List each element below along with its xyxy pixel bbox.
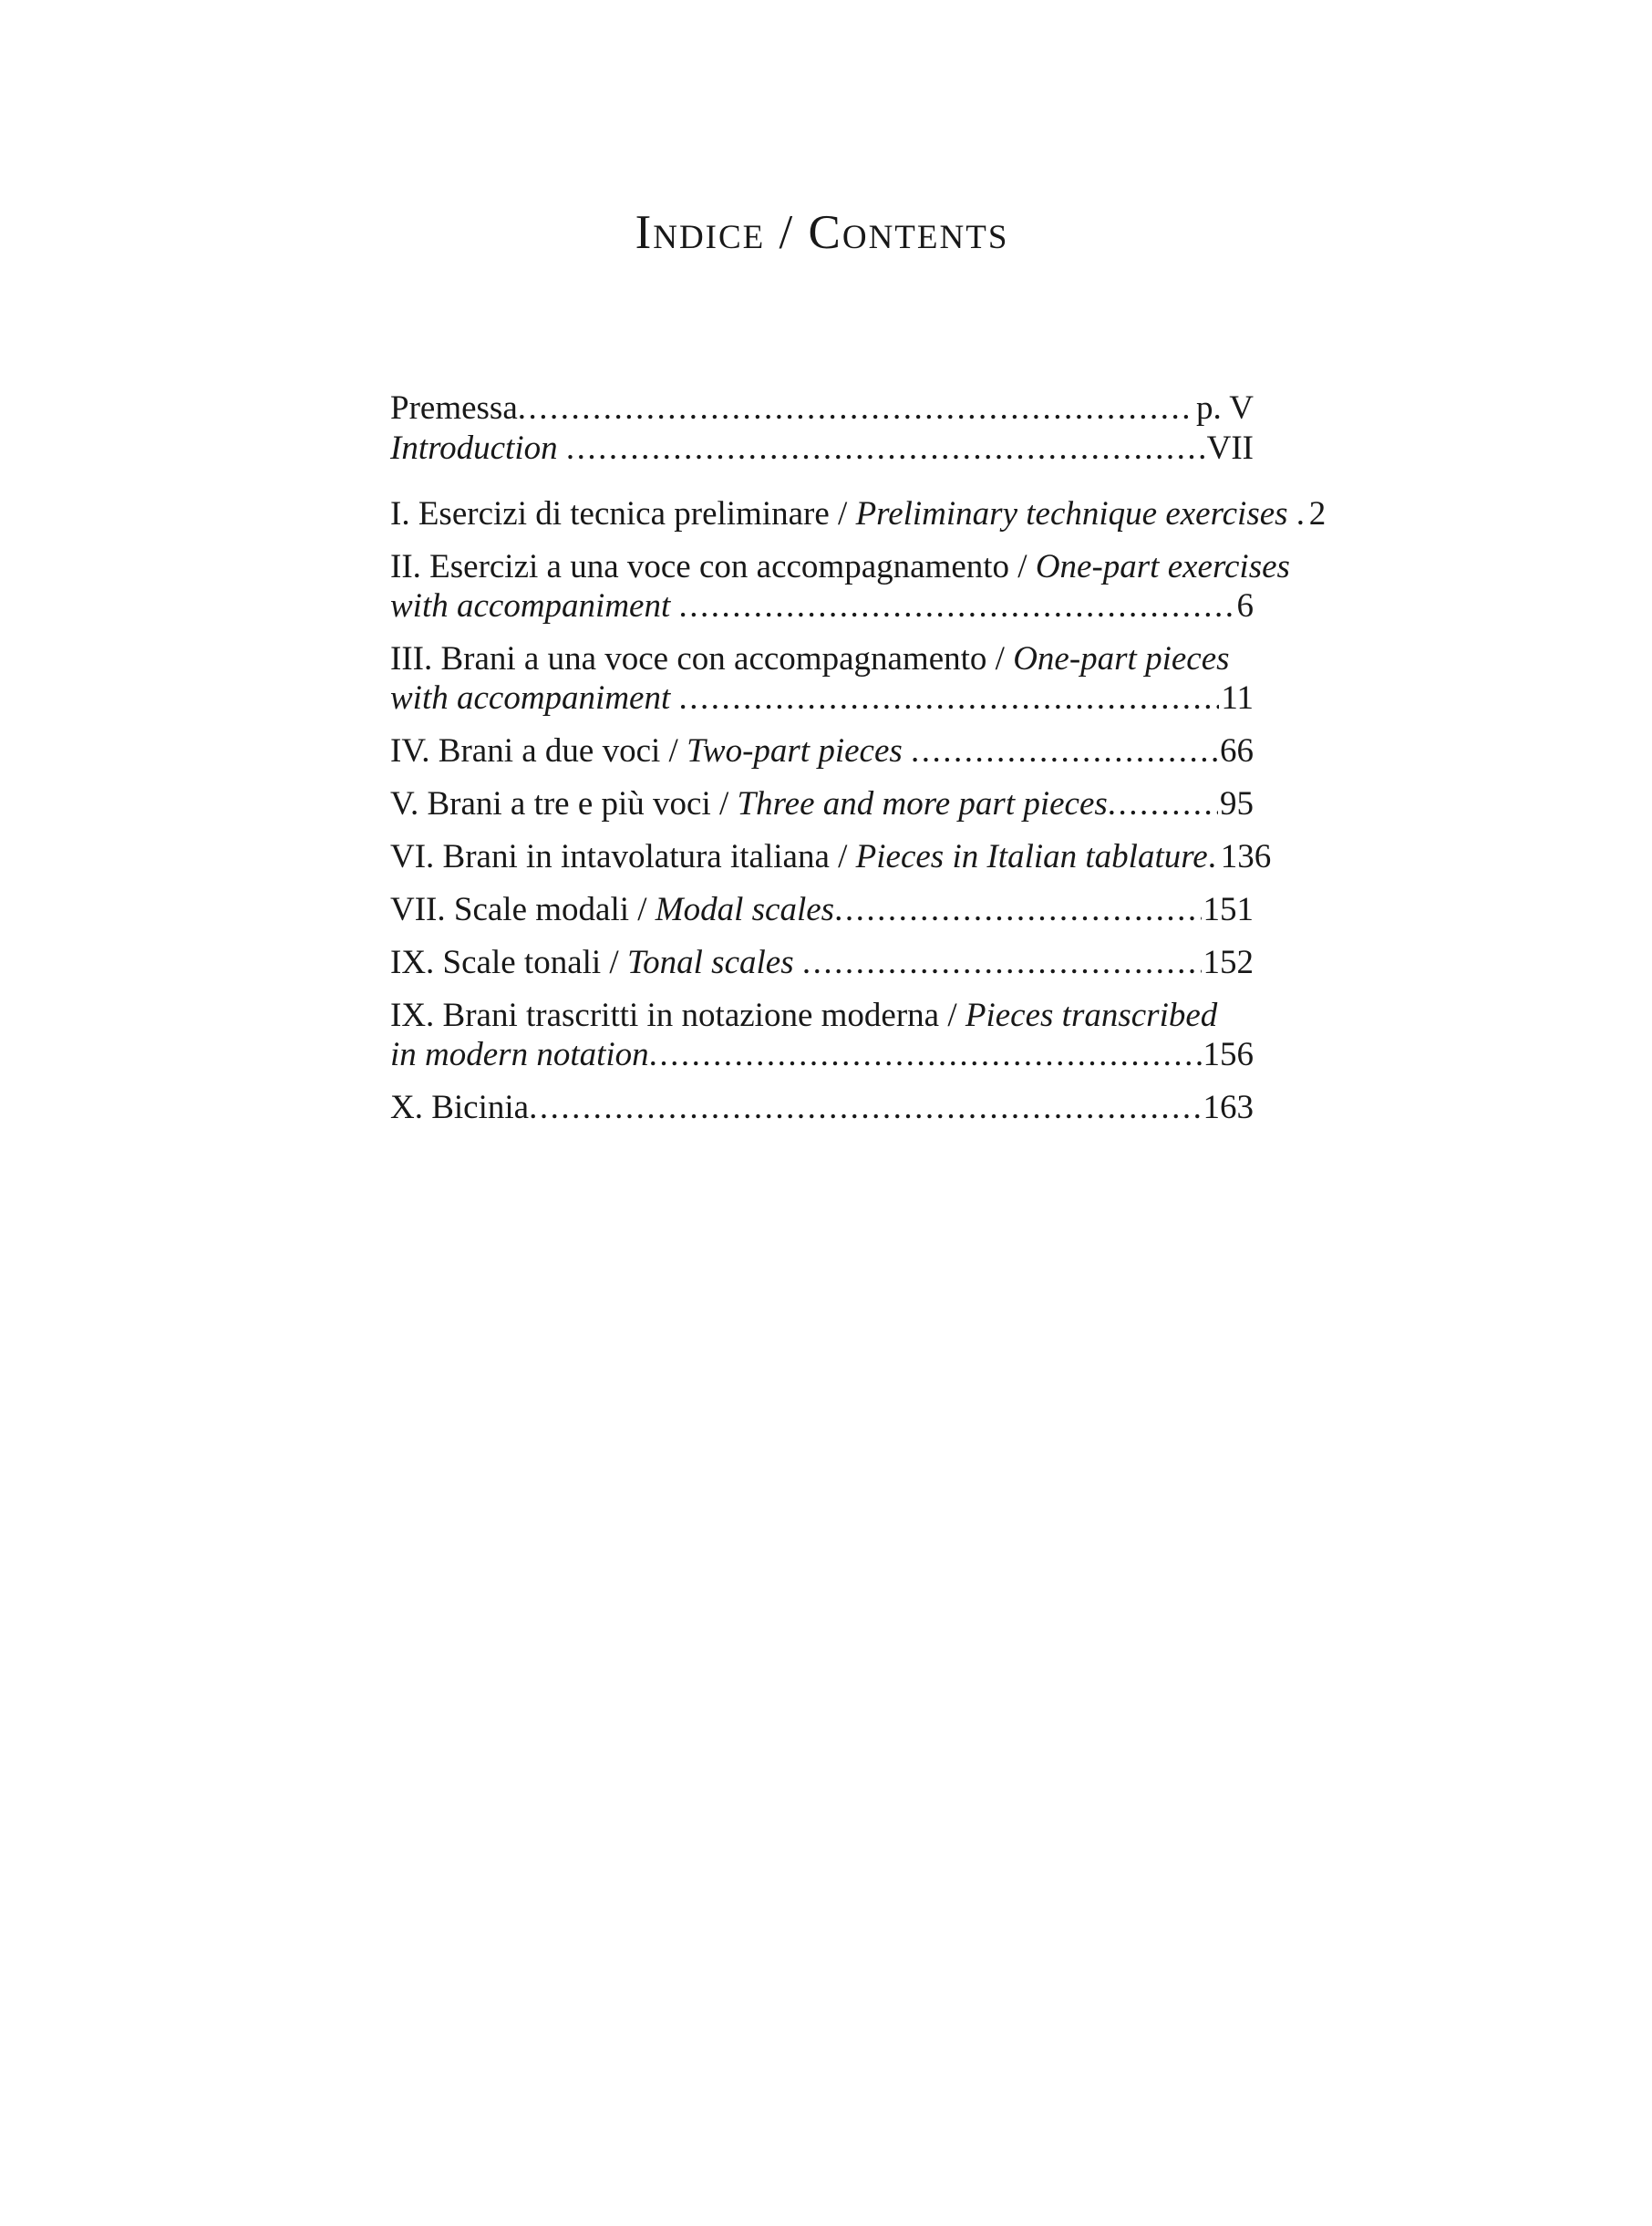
toc-text-english: in modern notation — [390, 1036, 649, 1073]
toc-entry-text — [390, 837, 1208, 876]
toc-text-italian: VII. Scale modali / — [390, 891, 656, 928]
dot-leader — [802, 943, 1202, 982]
page-number: 156 — [1203, 1036, 1254, 1073]
toc-text-english: with accompaniment — [390, 679, 679, 717]
dot-leader — [518, 388, 1194, 428]
toc-line — [390, 547, 1290, 586]
toc-entry — [390, 890, 1254, 929]
dot-leader — [529, 1088, 1201, 1127]
page-number: 136 — [1220, 838, 1272, 875]
toc-entry-text — [390, 678, 679, 718]
toc-entry — [390, 996, 1254, 1074]
toc-text-english: Introduction — [390, 430, 566, 467]
toc-text-italian: IV. Brani a due voci / — [390, 732, 687, 770]
toc-text-english: Three and more part pieces — [737, 785, 1108, 823]
page-number: 11 — [1221, 679, 1254, 717]
toc-entry — [390, 494, 1327, 533]
toc-entry-text — [390, 494, 1296, 533]
toc-line — [390, 890, 1254, 929]
toc-entry — [390, 547, 1290, 626]
toc-text-italian: Premessa — [390, 389, 518, 427]
toc-entry-text — [390, 943, 802, 982]
toc-text-italian: IX. Scale tonali / — [390, 944, 627, 981]
dot-leader — [679, 586, 1235, 626]
toc-entry — [390, 1088, 1254, 1127]
toc-line — [390, 837, 1272, 876]
toc-text-english: Preliminary technique exercises — [855, 495, 1296, 533]
page-number: 151 — [1203, 891, 1254, 928]
toc-entry — [390, 639, 1254, 718]
toc-line — [390, 1035, 1254, 1074]
toc-line — [390, 1088, 1254, 1127]
toc-list — [390, 388, 1327, 1141]
toc-entry-text — [390, 388, 518, 428]
dot-leader — [834, 890, 1201, 929]
toc-entry — [390, 429, 1254, 468]
toc-line — [390, 678, 1254, 718]
toc-text-italian: II. Esercizi a una voce con accompagnamento / — [390, 548, 1036, 585]
toc-text-english: Pieces in Italian tablature — [855, 838, 1208, 875]
toc-text-italian: VI. Brani in intavolatura italiana / — [390, 838, 856, 875]
page-number: 2 — [1308, 495, 1327, 533]
toc-entry — [390, 837, 1272, 876]
dot-leader — [1208, 837, 1219, 876]
toc-entry-text — [390, 429, 566, 468]
toc-text-italian: IX. Brani trascritti in notazione moderna / — [390, 997, 965, 1034]
toc-text-english: Tonal scales — [626, 944, 802, 981]
toc-entry-text — [390, 547, 1290, 586]
page-number: 6 — [1236, 587, 1254, 625]
dot-leader — [911, 731, 1218, 771]
toc-text-italian: III. Brani a una voce con accompagnamento / — [390, 640, 1014, 678]
toc-line — [390, 731, 1254, 771]
toc-line — [390, 494, 1327, 533]
page-number: 152 — [1203, 944, 1254, 981]
toc-text-english: Modal scales — [655, 891, 835, 928]
dot-leader — [649, 1035, 1202, 1074]
toc-entry — [390, 731, 1254, 771]
toc-text-english: One-part exercises — [1035, 548, 1290, 585]
dot-leader — [1108, 784, 1218, 823]
toc-entry — [390, 388, 1254, 428]
toc-entry-text — [390, 639, 1230, 678]
toc-text-italian: X. Bicinia — [390, 1089, 530, 1126]
toc-text-italian: I. Esercizi di tecnica preliminare / — [390, 495, 856, 533]
dot-leader — [566, 429, 1205, 468]
page-title: Indice / Contents — [635, 206, 1009, 259]
page-number: 66 — [1220, 732, 1254, 770]
toc-entry-text — [390, 996, 1217, 1035]
toc-line — [390, 784, 1254, 823]
toc-entry-text — [390, 586, 679, 626]
toc-entry — [390, 784, 1254, 823]
page-number: p. V — [1195, 389, 1254, 427]
page-number: VII — [1206, 430, 1254, 467]
toc-line — [390, 639, 1254, 678]
toc-entry-text — [390, 1088, 529, 1127]
toc-entry — [390, 943, 1254, 982]
toc-text-english: Two-part pieces — [687, 732, 912, 770]
toc-entry-text — [390, 731, 911, 771]
toc-entry-text — [390, 1035, 649, 1074]
dot-leader — [679, 678, 1220, 718]
dot-leader — [1296, 494, 1307, 533]
toc-line — [390, 388, 1254, 428]
toc-text-italian: V. Brani a tre e più voci / — [390, 785, 738, 823]
toc-line — [390, 586, 1254, 626]
toc-entry-text — [390, 784, 1108, 823]
toc-line — [390, 996, 1254, 1035]
page-number: 163 — [1203, 1089, 1254, 1126]
toc-text-english: with accompaniment — [390, 587, 679, 625]
toc-text-english: One-part pieces — [1013, 640, 1230, 678]
page-number: 95 — [1220, 785, 1254, 823]
toc-entry-text — [390, 890, 834, 929]
toc-line — [390, 943, 1254, 982]
toc-line — [390, 429, 1254, 468]
toc-text-english: Pieces transcribed — [965, 997, 1218, 1034]
